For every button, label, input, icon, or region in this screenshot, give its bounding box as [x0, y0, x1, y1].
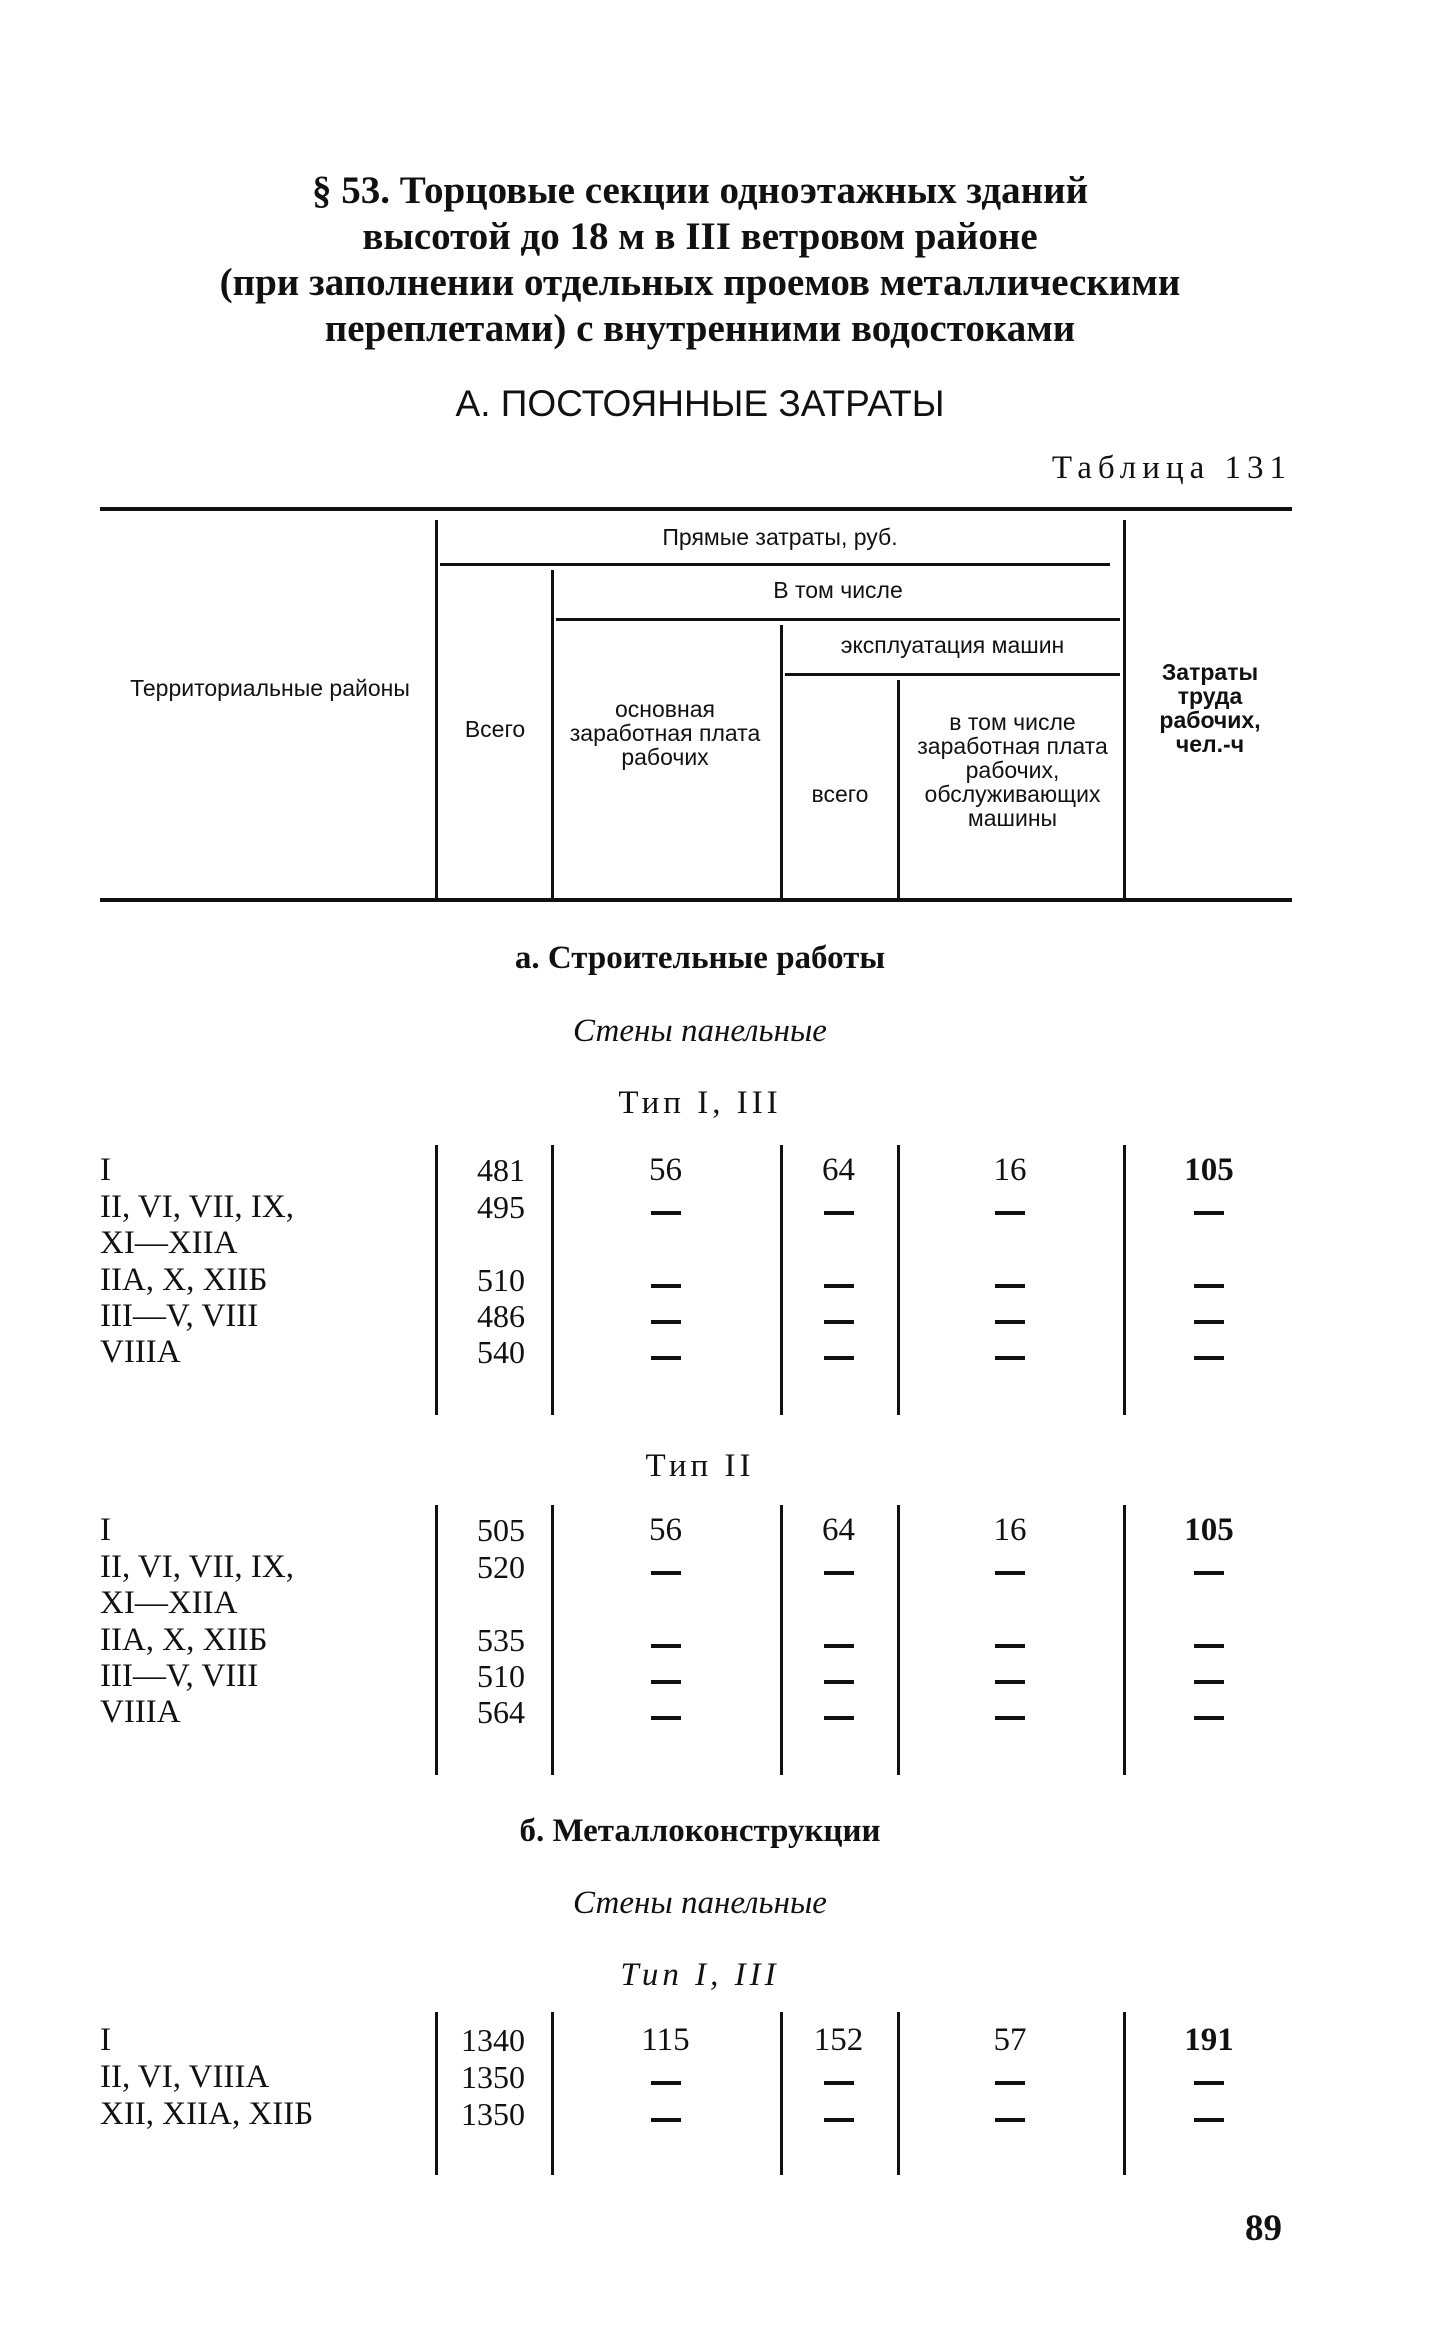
machine-wage-value: [902, 1334, 1118, 1370]
table-top-rule: [100, 507, 1292, 511]
labor-value: [1128, 1298, 1290, 1334]
dash-mark: [824, 1211, 854, 1215]
labor-value: 105: [1184, 1152, 1234, 1188]
total-value: 510: [477, 1658, 525, 1694]
region-label: VIIIA: [100, 1334, 181, 1370]
header-total: Всего: [464, 716, 526, 742]
dash-mark: [651, 1644, 681, 1648]
region-label: IIA, X, XIIБ: [100, 1622, 268, 1658]
region-label: IIA, X, XIIБ: [100, 1262, 268, 1298]
region-label: II, VI, VII, IX,: [100, 1189, 294, 1225]
base-wage-value: [556, 2059, 775, 2095]
dash-mark: [651, 1356, 681, 1360]
total-value: 564: [477, 1694, 525, 1730]
region-label: XII, XIIA, XIIБ: [100, 2096, 314, 2132]
dash-mark: [1194, 1571, 1224, 1575]
dash-mark: [995, 1571, 1025, 1575]
header-divider: [1123, 520, 1126, 898]
machines-value: [785, 1694, 892, 1730]
machine-wage-value: 57: [993, 2022, 1027, 2058]
dash-mark: [995, 1644, 1025, 1648]
machines-value: [785, 1262, 892, 1298]
column-divider: [1123, 1145, 1126, 1415]
dash-mark: [995, 1356, 1025, 1360]
page-number: 89: [1245, 2208, 1282, 2249]
dash-mark: [824, 1680, 854, 1684]
labor-value: [1128, 1622, 1290, 1658]
region-label: III—V, VIII: [100, 1298, 259, 1334]
labor-value: [1128, 1658, 1290, 1694]
header-divider: [780, 625, 783, 898]
column-divider: [551, 1505, 554, 1775]
machines-value: 64: [822, 1512, 855, 1548]
region-label: I: [100, 2022, 111, 2058]
total-value: 486: [477, 1298, 525, 1334]
total-value: 1340: [461, 2022, 525, 2058]
dash-mark: [995, 1211, 1025, 1215]
dash-mark: [1194, 1680, 1224, 1684]
machines-value: [785, 1189, 892, 1225]
section-heading: [100, 168, 1300, 352]
dash-mark: [824, 1284, 854, 1288]
machines-value: 152: [813, 2022, 864, 2058]
machines-value: [785, 1622, 892, 1658]
labor-value: 105: [1184, 1512, 1234, 1548]
heading-line: высотой до 18 м в III ветровом районе: [362, 215, 1038, 258]
region-label: XI—XIIA: [100, 1225, 238, 1261]
dash-mark: [651, 1211, 681, 1215]
dash-mark: [1194, 1320, 1224, 1324]
column-divider: [1123, 1505, 1126, 1775]
machines-value: [785, 1658, 892, 1694]
header-direct-costs: Прямые затраты, руб.: [662, 524, 898, 550]
heading-line: переплетами) с внутренними водостоками: [324, 307, 1076, 350]
base-wage-value: [556, 1549, 775, 1585]
labor-value: [1128, 1694, 1290, 1730]
labor-value: [1128, 1334, 1290, 1370]
column-divider: [780, 2012, 783, 2175]
base-wage-value: [556, 1622, 775, 1658]
dash-mark: [995, 1284, 1025, 1288]
dash-mark: [824, 1356, 854, 1360]
machine-wage-value: 16: [993, 1512, 1027, 1548]
region-label: VIIIA: [100, 1694, 181, 1730]
machine-wage-value: [902, 1298, 1118, 1334]
labor-value: [1128, 2059, 1290, 2095]
column-divider: [897, 1145, 900, 1415]
total-value: 495: [477, 1189, 525, 1225]
region-label: III—V, VIII: [100, 1658, 259, 1694]
labor-value: [1128, 1549, 1290, 1585]
column-divider: [435, 2012, 438, 2175]
total-value: 505: [477, 1512, 525, 1548]
header-machines-total: всего: [811, 781, 869, 807]
header-divider: [435, 520, 438, 898]
dash-mark: [824, 1644, 854, 1648]
base-wage-value: 56: [649, 1512, 682, 1548]
labor-value: [1128, 1262, 1290, 1298]
type-label: Тип I, III: [620, 1957, 780, 1993]
dash-mark: [995, 2081, 1025, 2085]
total-value: 540: [477, 1334, 525, 1370]
machine-wage-value: [902, 1658, 1118, 1694]
region-label: II, VI, VIIIA: [100, 2059, 270, 2095]
dash-mark: [1194, 1211, 1224, 1215]
table-number: Таблица 131: [1051, 450, 1292, 486]
header-regions: Территориальные районы: [130, 675, 410, 701]
machines-value: [785, 1549, 892, 1585]
dash-mark: [651, 1320, 681, 1324]
column-divider: [551, 1145, 554, 1415]
dash-mark: [651, 1680, 681, 1684]
type-label: Тип II: [645, 1448, 755, 1484]
total-value: 510: [477, 1262, 525, 1298]
total-value: 1350: [461, 2059, 525, 2095]
labor-value: 191: [1184, 2022, 1234, 2058]
region-label: I: [100, 1512, 111, 1548]
header-rule: [556, 618, 1120, 621]
column-divider: [780, 1505, 783, 1775]
base-wage-value: [556, 1334, 775, 1370]
header-labor: Затраты труда рабочих, чел.-ч: [1159, 659, 1261, 757]
section-title: б. Металлоконструкции: [519, 1813, 881, 1849]
header-rule: [440, 563, 1110, 566]
dash-mark: [995, 1680, 1025, 1684]
dash-mark: [1194, 1644, 1224, 1648]
heading-line: § 53. Торцовые секции одноэтажных зданий: [311, 169, 1089, 212]
base-wage-value: [556, 1189, 775, 1225]
region-label: XI—XIIA: [100, 1585, 238, 1621]
header-machines: эксплуатация машин: [840, 632, 1065, 658]
machines-value: [785, 1334, 892, 1370]
dash-mark: [995, 2118, 1025, 2122]
base-wage-value: 115: [641, 2022, 690, 2058]
dash-mark: [995, 1716, 1025, 1720]
subtitle: А. ПОСТОЯННЫЕ ЗАТРАТЫ: [455, 383, 945, 424]
section-subtitle: Стены панельные: [573, 1885, 827, 1921]
machine-wage-value: [902, 1622, 1118, 1658]
dash-mark: [1194, 1716, 1224, 1720]
header-divider: [551, 570, 554, 898]
machine-wage-value: [902, 2059, 1118, 2095]
dash-mark: [1194, 2081, 1224, 2085]
base-wage-value: [556, 2096, 775, 2132]
column-divider: [551, 2012, 554, 2175]
base-wage-value: [556, 1298, 775, 1334]
dash-mark: [824, 1716, 854, 1720]
dash-mark: [1194, 1284, 1224, 1288]
labor-value: [1128, 1189, 1290, 1225]
column-divider: [435, 1145, 438, 1415]
heading-line: (при заполнении отдельных проемов металлическими: [219, 261, 1181, 304]
dash-mark: [995, 1320, 1025, 1324]
machines-value: [785, 1298, 892, 1334]
dash-mark: [824, 2118, 854, 2122]
table-header-bottom-rule: [100, 898, 1292, 902]
machine-wage-value: 16: [993, 1152, 1027, 1188]
base-wage-value: [556, 1658, 775, 1694]
total-value: 535: [477, 1622, 525, 1658]
section-subtitle: Стены панельные: [573, 1013, 827, 1049]
total-value: 481: [477, 1152, 525, 1188]
machine-wage-value: [902, 2096, 1118, 2132]
dash-mark: [651, 1716, 681, 1720]
dash-mark: [1194, 2118, 1224, 2122]
header-divider: [897, 680, 900, 898]
column-divider: [780, 1145, 783, 1415]
header-machine-wage: в том числе заработная плата рабочих, обслуживающих машины: [917, 709, 1108, 831]
dash-mark: [651, 2118, 681, 2122]
machine-wage-value: [902, 1262, 1118, 1298]
machine-wage-value: [902, 1549, 1118, 1585]
machines-value: [785, 2059, 892, 2095]
total-value: 520: [477, 1549, 525, 1585]
dash-mark: [651, 1571, 681, 1575]
header-rule: [785, 673, 1120, 676]
base-wage-value: [556, 1262, 775, 1298]
machine-wage-value: [902, 1189, 1118, 1225]
column-divider: [897, 2012, 900, 2175]
machines-value: [785, 2096, 892, 2132]
type-label: Тип I, III: [618, 1085, 782, 1121]
column-divider: [435, 1505, 438, 1775]
machine-wage-value: [902, 1694, 1118, 1730]
region-label: II, VI, VII, IX,: [100, 1549, 294, 1585]
base-wage-value: [556, 1694, 775, 1730]
region-label: I: [100, 1152, 111, 1188]
dash-mark: [651, 2081, 681, 2085]
labor-value: [1128, 2096, 1290, 2132]
machines-value: 64: [822, 1152, 855, 1188]
header-base-wage: основная заработная плата рабочих: [569, 696, 761, 770]
dash-mark: [824, 2081, 854, 2085]
base-wage-value: 56: [649, 1152, 682, 1188]
section-title: а. Строительные работы: [514, 940, 886, 976]
dash-mark: [824, 1320, 854, 1324]
column-divider: [897, 1505, 900, 1775]
dash-mark: [1194, 1356, 1224, 1360]
column-divider: [1123, 2012, 1126, 2175]
header-including: В том числе: [773, 577, 903, 603]
dash-mark: [824, 1571, 854, 1575]
total-value: 1350: [461, 2096, 525, 2132]
dash-mark: [651, 1284, 681, 1288]
